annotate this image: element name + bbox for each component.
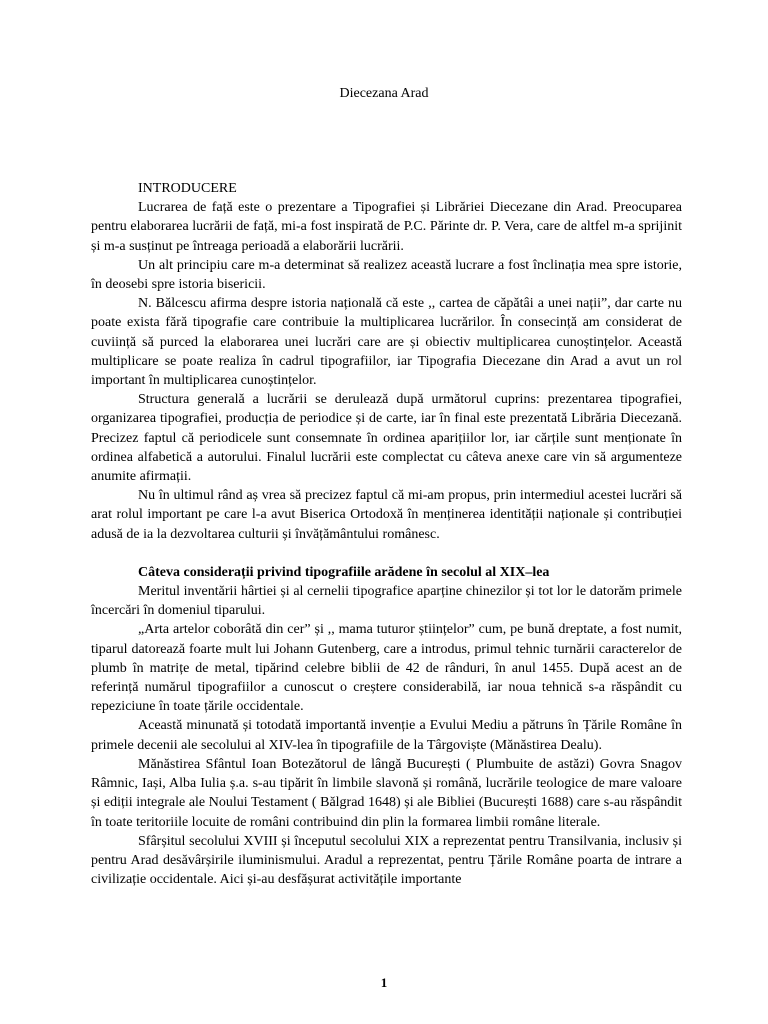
intro-paragraph-1: Lucrarea de față este o prezentare a Tipografiei și Librăriei Diecezane din Arad. Preocuparea pentru elaborarea lucrării de față, mi-a fost inspirată de P.C. Părinte dr. P. Vera, care de altfel m-a sprijinit și m-a susținut pe întreaga perioadă a elaborării lucrării.	[91, 200, 682, 254]
section-spacer	[91, 544, 682, 563]
intro-heading: INTRODUCERE	[138, 181, 237, 196]
section-paragraph-1: Meritul inventării hârtiei și al cernelii tipografice aparține chinezilor și tot lor le datorăm primele încercări în domeniul tiparului.	[91, 584, 682, 619]
page-header: Diecezana Arad	[339, 86, 429, 101]
page-number: 1	[380, 975, 388, 990]
intro-paragraph-5: Nu în ultimul rând aș vrea să precizez faptul că mi-am propus, prin intermediul acestei lucrări să arat rolul important pe care l-a avut Biserica Ortodoxă în menținerea identității naționale și contribuției adusă de ia la dezvoltarea culturii și învățământului românesc.	[91, 488, 682, 542]
section-paragraph-4: Mănăstirea Sfântul Ioan Botezătorul de lângă București ( Plumbuite de astăzi) Govra Snagov Râmnic, Iași, Alba Iulia ș.a. s-au tipărit în limbile slavonă și română, lucrările teologice de mare valoare și ediții integrale ale Noului Testament ( Bălgrad 1648) și ale Bibliei (București 1688) care s-au răspândit în toate teritoriile locuite de români contribuind din plin la formarea limbii române literale.	[91, 756, 682, 830]
intro-paragraph-4: Structura generală a lucrării se derulează după următorul cuprins: prezentarea tipografiei, organizarea tipografiei, producția de periodice și de carte, iar în final este prezentată Librăria Diecezană. Precizez faptul că periodicele sunt consemnate în ordinea aparițiilor lor, iar cărțile sunt menționate în ordinea alfabetică a autorului. Finalul lucrării este complectat cu câteva anexe care vin să argumenteze anumite afirmații.	[91, 392, 682, 485]
document-body	[91, 179, 682, 889]
section-paragraph-5: Sfârșitul secolului XVIII și începutul secolului XIX a reprezentat pentru Transilvania, inclusiv și pentru Arad desăvârșirile iluminismului. Aradul a reprezentat, pentru Țările Române poarta de intrare a civilizație occidentale. Aici și-au desfășurat activitățile importante	[91, 833, 682, 888]
intro-paragraph-2: Un alt principiu care m-a determinat să realizez această lucrare a fost înclinația mea spre istorie, în deosebi spre istoria bisericii.	[91, 257, 682, 293]
section-heading: Câteva considerații privind tipografiile arădene în secolul al XIX–lea	[138, 564, 550, 580]
section-paragraph-3: Această minunată și totodată importantă invenție a Evului Mediu a pătruns în Țările Române în primele decenii ale secolului al XIV-lea în tipografiile de la Târgoviște (Mănăstirea Dealu).	[91, 718, 682, 753]
intro-paragraph-3: N. Bălcescu afirma despre istoria națională că este ,, cartea de căpătâi a unei nații”, dar carte nu poate exista fără tipografie care contribuie la multiplicarea lucrărilor. În consecință am considerat de cuviință să purced la elaborarea unei lucrări care are și obiectiv multiplicarea cunoștințelor. Această multiplicare se poate realiza în cadrul tipografiilor, iar Tipografia Diecezane din Arad a avut un rol important în multiplicarea cunoștințelor.	[91, 296, 682, 389]
section-paragraph-2: „Arta artelor coborâtă din cer” și ,, mama tuturor științelor” cum, pe bună dreptate, a fost numit, tiparul datorează foarte mult lui Johann Gutenberg, care a introdus, primul tehnic turnării caracterelor de plumb în matrițe de metal, tipărind celebre biblii de 42 de rânduri, în anul 1455. După acest an de referință numărul tipografiilor a cunoscut o creștere considerabilă, iar noua tehnică s-a răspândit cu repeziciune în toate țările occidentale.	[91, 622, 682, 715]
